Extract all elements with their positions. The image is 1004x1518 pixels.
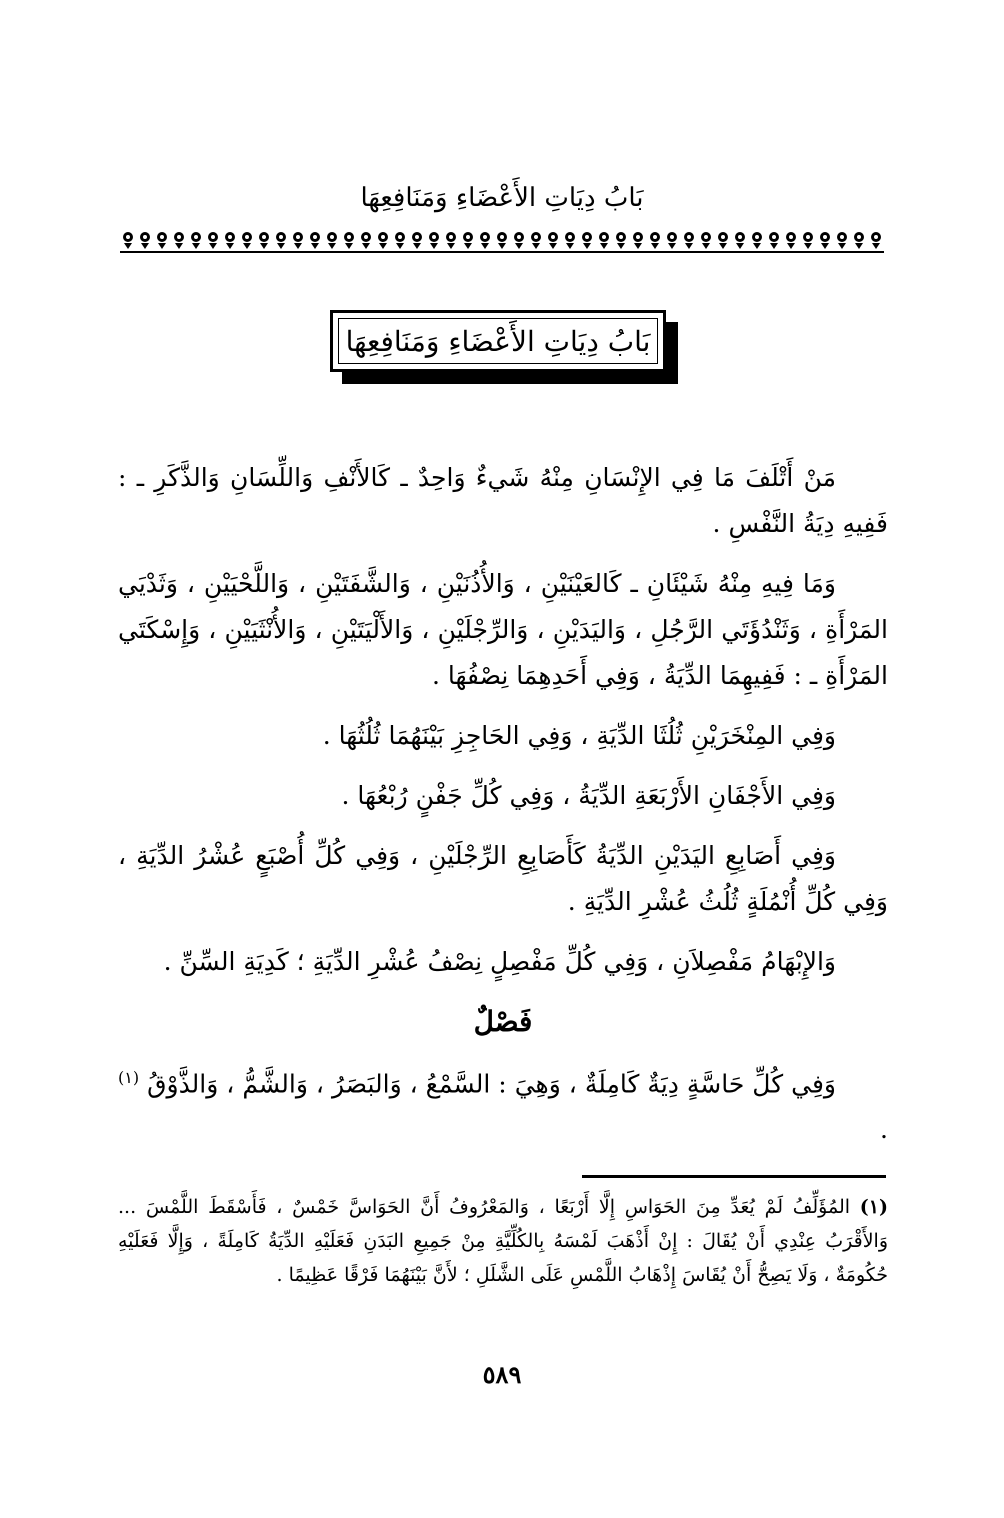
ornament-motif [412, 232, 422, 249]
paragraph-text: وَفِي كُلِّ حَاسَّةٍ دِيَةٌ كَامِلَةٌ ، وَهِيَ : السَّمْعُ ، وَالبَصَرُ ، وَالشَّمُّ ، وَالذَّوْقُ [147, 1069, 836, 1099]
ornament-motif [429, 232, 439, 249]
ornament-motif [259, 232, 269, 249]
paragraph: وَفِي المِنْخَرَيْنِ ثُلُثَا الدِّيَةِ ، وَفِي الحَاجِزِ بَيْنَهُمَا ثُلُثُهَا . [322, 721, 836, 750]
ornament-motif [803, 232, 813, 249]
ornament-motif [344, 232, 354, 249]
ornament-motif [140, 232, 150, 249]
footnote-reference: (١) [118, 1068, 140, 1087]
ornament-motif [786, 232, 796, 249]
chapter-title-box [330, 310, 666, 372]
ornament-motif [616, 232, 626, 249]
ornament-motif [565, 232, 575, 249]
paragraph: وَفِي الأَجْفَانِ الأَرْبَعَةِ الدِّيَةُ ، وَفِي كُلِّ جَفْنٍ رُبْعُهَا . [341, 781, 836, 810]
ornament-motif [684, 232, 694, 249]
ornament-motif [718, 232, 728, 249]
ornament-motif [599, 232, 609, 249]
ornament-motif [327, 232, 337, 249]
ornament-motif [735, 232, 745, 249]
paragraph: وَالإِبْهَامُ مَفْصِلاَنِ ، وَفِي كُلِّ مَفْصِلٍ نِصْفُ عُشْرِ الدِّيَةِ ؛ كَدِيَةِ السِّنِّ . [163, 947, 836, 976]
ornament-motif [123, 232, 133, 249]
footnote-marker: (١) [859, 1196, 888, 1218]
paragraph: وَفِي أَصَابِعِ اليَدَيْنِ الدِّيَةُ كَأَصَابِعِ الرِّجْلَيْنِ ، وَفِي كُلِّ أُصْبَعٍ عُشْرُ الدِّيَةِ ، وَفِي كُلِّ أُنْمُلَةٍ ثُلُثُ عُشْرِ الدِّيَةِ . [118, 841, 888, 916]
paragraph: وَفِي كُلِّ حَاسَّةٍ دِيَةٌ كَامِلَةٌ ، وَهِيَ : السَّمْعُ ، وَالبَصَرُ ، وَالشَّمُّ ، وَالذَّوْقُ $^{(١)}$ . [118, 1068, 888, 1145]
body-text [118, 455, 888, 1167]
ornament-motif [191, 232, 201, 249]
footnotes [118, 1190, 888, 1292]
ornament-motif [446, 232, 456, 249]
footnote [118, 1190, 888, 1292]
ornament-motif [395, 232, 405, 249]
ornament-motif [378, 232, 388, 249]
ornament-motif [497, 232, 507, 249]
ornament-motif [242, 232, 252, 249]
ornament-motif [225, 232, 235, 249]
ornament-motif [548, 232, 558, 249]
ornament-motif [157, 232, 167, 249]
running-header: بَابُ دِيَاتِ الأَعْضَاءِ وَمَنَافِعِهَا [360, 183, 644, 213]
ornament-motif [174, 232, 184, 249]
ornamental-border [120, 228, 884, 254]
ornament-motif [531, 232, 541, 249]
ornament-motif [208, 232, 218, 249]
ornament-motif [310, 232, 320, 249]
ornament-motif [650, 232, 660, 249]
paragraph: وَمَا فِيهِ مِنْهُ شَيْئَانِ ـ كَالعَيْنَيْنِ ، وَالأُذُنَيْنِ ، وَالشَّفَتَيْنِ ، وَاللَّحْيَيْنِ ، وَثَدْيَي المَرْأَةِ ، وَثَنْدُؤَتَي الرَّجُلِ ، وَاليَدَيْنِ ، وَالرِّجْلَيْنِ ، وَالأَلْيَتَيْنِ ، وَالأُنْثَيَيْنِ ، وَإِسْكَتَي المَرْأَةِ ـ : فَفِيهِمَا الدِّيَةُ ، وَفِي أَحَدِهِمَا نِصْفُهَا . [118, 569, 888, 690]
footnote-divider [582, 1175, 886, 1178]
ornament-motif [871, 232, 881, 249]
ornament-motif [361, 232, 371, 249]
ornament-motif [769, 232, 779, 249]
chapter-title: بَابُ دِيَاتِ الأَعْضَاءِ وَمَنَافِعِهَا [338, 318, 658, 364]
ornament-motif [480, 232, 490, 249]
ornament-motif [293, 232, 303, 249]
footnote-text: المُؤَلِّفُ لَمْ يُعَدِّ مِنَ الحَوَاسِ إِلَّا أَرْبَعًا ، وَالمَعْرُوفُ أَنَّ الحَوَاسَّ خَمْسٌ ، فَأَسْقَطَ اللَّمْسَ ... وَالأَقْرَبُ عِنْدِي أَنْ يُقَالَ : إِنْ أَذْهَبَ لَمْسَهُ بِالكُلِّيَّةِ مِنْ جَمِيعِ البَدَنِ فَعَلَيْهِ الدِّيَةُ كَامِلَةً ، وَإِلَّا فَعَلَيْهِ حُكُومَةٌ ، وَلَا يَصِحُّ أَنْ يُقَاسَ إِذْهَابُ اللَّمْسِ عَلَى الشَّلَلِ ؛ لأَنَّ بَيْنَهُمَا فَرْقًا عَظِيمًا . [118, 1196, 888, 1286]
ornament-pattern [120, 228, 884, 254]
ornament-motif [837, 232, 847, 249]
page-number: ٥٨٩ [482, 1360, 522, 1389]
ornament-motif [633, 232, 643, 249]
ornament-motif [701, 232, 711, 249]
section-heading: فَصْلٌ [473, 1005, 533, 1038]
paragraph: مَنْ أَتْلَفَ مَا فِي الإِنْسَانِ مِنْهُ شَيءٌ وَاحِدٌ ـ كَالأَنْفِ وَاللِّسَانِ وَالذَّكَرِ ـ : فَفِيهِ دِيَةُ النَّفْسِ . [118, 463, 888, 538]
ornament-motif [667, 232, 677, 249]
ornament-motif [514, 232, 524, 249]
ornament-motif [752, 232, 762, 249]
ornament-motif [582, 232, 592, 249]
ornament-motif [463, 232, 473, 249]
ornament-motif [854, 232, 864, 249]
ornament-motif [276, 232, 286, 249]
ornament-motif [820, 232, 830, 249]
